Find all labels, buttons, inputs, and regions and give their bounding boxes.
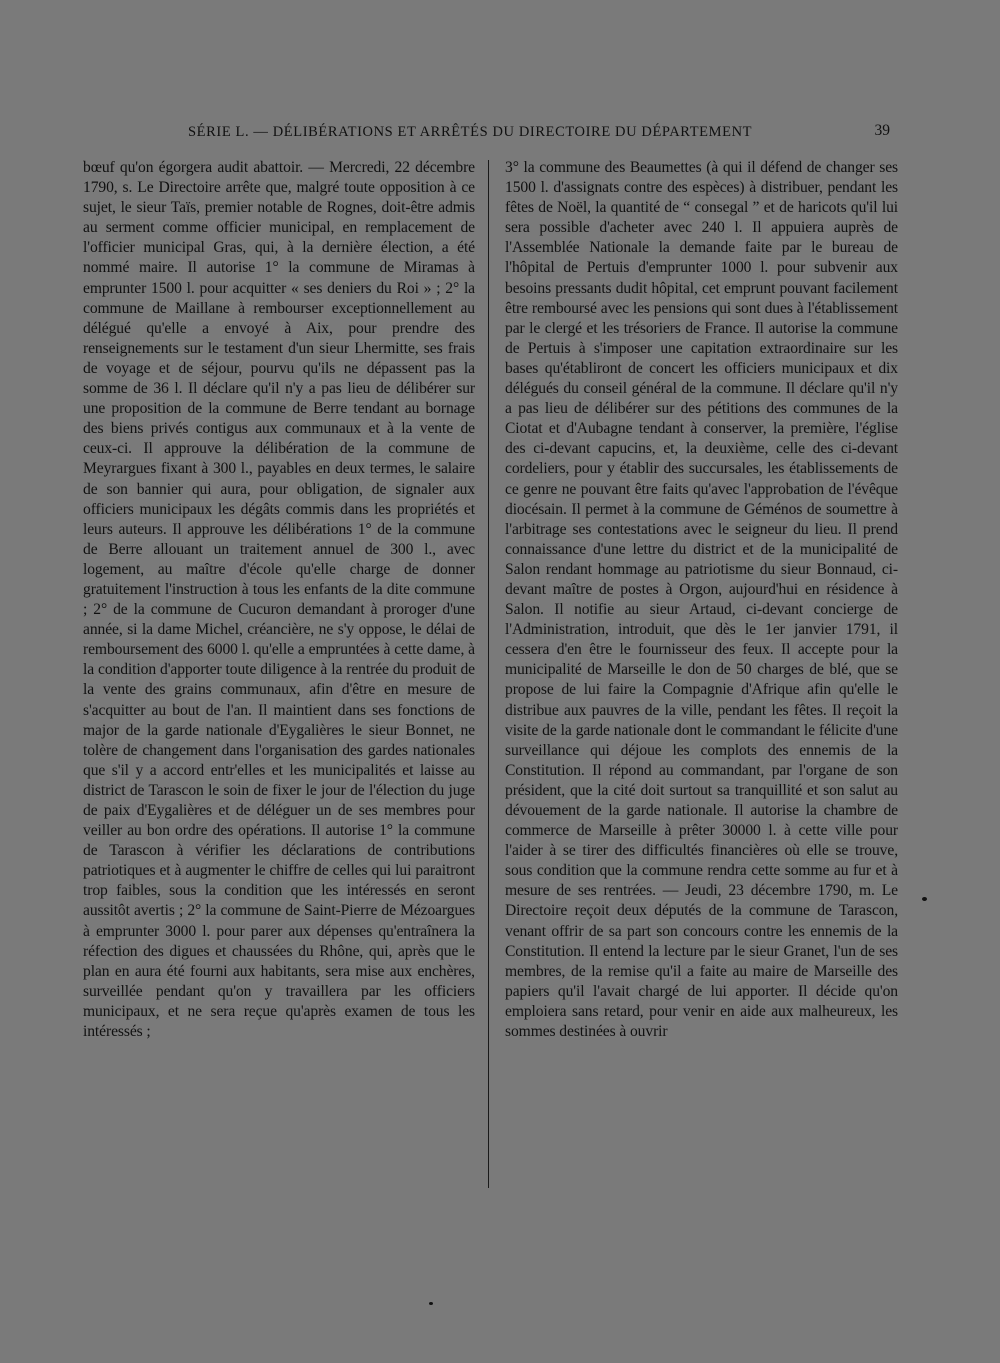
ink-speck xyxy=(429,1302,433,1305)
left-column xyxy=(83,158,475,1042)
running-title: SÉRIE L. — DÉLIBÉRATIONS ET ARRÊTÉS DU DIRECTOIRE DU DÉPARTEMENT xyxy=(188,124,753,140)
right-column xyxy=(505,158,898,1042)
page-header xyxy=(80,122,890,146)
column-divider xyxy=(488,160,489,1188)
right-column-text: 3° la commune des Beaumettes (à qui il défend de changer ses 1500 l. d'assignats contre des espèces) à distribuer, pendant les fêtes de Noël, la quantité de “ consegal ” et de haricots qu'il lui sera possible d'acheter avec 240 l. Il appuiera auprès de l'Assemblée Nationale la demande faite par le bureau de l'hôpital de Pertuis d'emprunter 1000 l. pour subvenir aux besoins pressants dudit hôpital, cet emprunt pouvant facilement être remboursé avec les pensions qui sont dues à l'établissement par le clergé et les trésoriers de France. Il autorise la commune de Pertuis à s'imposer une capitation extraordinaire sur les bases qu'établiront de concert les officiers municipaux et dix délégués du conseil général de la commune. Il déclare qu'il n'y a pas lieu de délibérer sur des pétitions des communes de la Ciotat et d'Aubagne tendant à conserver, la première, l'église des ci-devant capucins, et, la deuxième, celle des ci-devant cordeliers, pour y établir des succursales, les établissements de ce genre ne pouvant être faits qu'avec l'approbation de l'évêque diocésain. Il permet à la commune de Géménos de soumettre à l'arbitrage ses contestations avec le seigneur du lieu. Il prend connaissance d'une lettre du district et de la municipalité de Salon rendant hommage au patriotisme du sieur Bonnaud, ci-devant maître de postes à Orgon, aujourd'hui en résidence à Salon. Il notifie au sieur Artaud, ci-devant concierge de l'Administration, introduit, que dès le 1er janvier 1791, il cessera d'en être le fournisseur des feux. Il accepte pour la municipalité de Marseille le don de 50 charges de blé, que se propose de lui faire la Compagnie d'Afrique afin qu'elle le distribue aux pauvres de la ville, pendant les fêtes. Il reçoit la visite de la garde nationale dont le commandant le félicite d'une surveillance qui déjoue les complots des ennemis de la Constitution. Il répond au commandant, par l'organe de son président, que la cité doit surtout sa tranquillité et son salut au dévouement de la garde nationale. Il autorise la chambre de commerce de Marseille à prêter 30000 l. à cette ville pour l'aider à se tirer des difficultés financières où elle se trouve, sous condition que la commune rendra cette somme au fur et à mesure de ses rentrées. — Jeudi, 23 décembre 1790, m. Le Directoire reçoit deux députés de la commune de Tarascon, venant offrir de sa part son concours contre les ennemis de la Constitution. Il entend la lecture par le sieur Granet, l'un de ses membres, de la remise qu'il a faite au maire de Marseille des papiers qu'il l'avait chargé de lui apporter. Il décide qu'on emploiera sans retard, pour venir en aide aux malheureux, les sommes destinées à ouvrir xyxy=(505,159,898,1041)
left-column-text: bœuf qu'on égorgera audit abattoir. — Mercredi, 22 décembre 1790, s. Le Directoire arrête que, malgré toute opposition à ce sujet, le sieur Taïs, premier notable de Rognes, doit-être admis au serment comme officier municipal, en remplacement de l'officier municipal Gras, qui, à la dernière élection, a été nommé maire. Il autorise 1° la commune de Miramas à emprunter 1500 l. pour acquitter « ses deniers du Roi » ; 2° la commune de Maillane à rembourser exceptionnellement au délégué qu'elle a envoyé à Aix, pour prendre des renseignements sur le testament d'un sieur Lhermitte, ses frais de voyage et de séjour, pourvu qu'ils ne dépassent pas la somme de 36 l. Il déclare qu'il n'y a pas lieu de délibérer sur une proposition de la commune de Berre tendant au bornage des biens privés contigus aux communaux et à la vente de ceux-ci. Il approuve la délibération de la commune de Meyrargues fixant à 300 l., payables en deux termes, le salaire de son bannier qui aura, pour obligation, de signaler aux officiers municipaux les dégâts commis dans les propriétés et leurs auteurs. Il approuve les délibérations 1° de la commune de Berre allouant un traitement annuel de 300 l., avec logement, au maître d'école qu'elle charge de donner gratuitement l'instruction à tous les enfants de la dite commune ; 2° de la commune de Cucuron demandant à proroger d'une année, si la dame Michel, créancière, ne s'y oppose, le délai de remboursement des 6000 l. qu'elle a empruntées à cette dame, à la condition d'apporter toute diligence à la rentrée du produit de la vente des grains communaux, afin d'être en mesure de s'acquitter au bout de l'an. Il maintient dans ses fonctions de major de la garde nationale d'Eygalières le sieur Bonnet, ne tolère de changement dans l'organisation des gardes nationales que s'il y a accord entr'elles et les municipalités et laisse au district de Tarascon le soin de fixer le jour de l'élection du juge de paix d'Eygalières et de déléguer un de ses membres pour veiller au bon ordre des opérations. Il autorise 1° la commune de Tarascon à vérifier les déclarations de contributions patriotiques et à augmenter le chiffre de celles qui lui paraitront trop faibles, sous la condition que les intéressés en seront aussitôt avertis ; 2° la commune de Saint-Pierre de Mézoargues à emprunter 3000 l. pour parer aux dépenses qu'entraînera la réfection des digues et chaussées du Rhône, qui, après que le plan en aura été fourni aux habitants, sera mise aux enchères, surveillée pendant qu'on y travaillera par les officiers municipaux, et ne sera reçue qu'après examen de tous les intéressés ; xyxy=(83,159,475,1041)
ink-speck xyxy=(922,897,927,901)
page-number: 39 xyxy=(874,122,890,139)
